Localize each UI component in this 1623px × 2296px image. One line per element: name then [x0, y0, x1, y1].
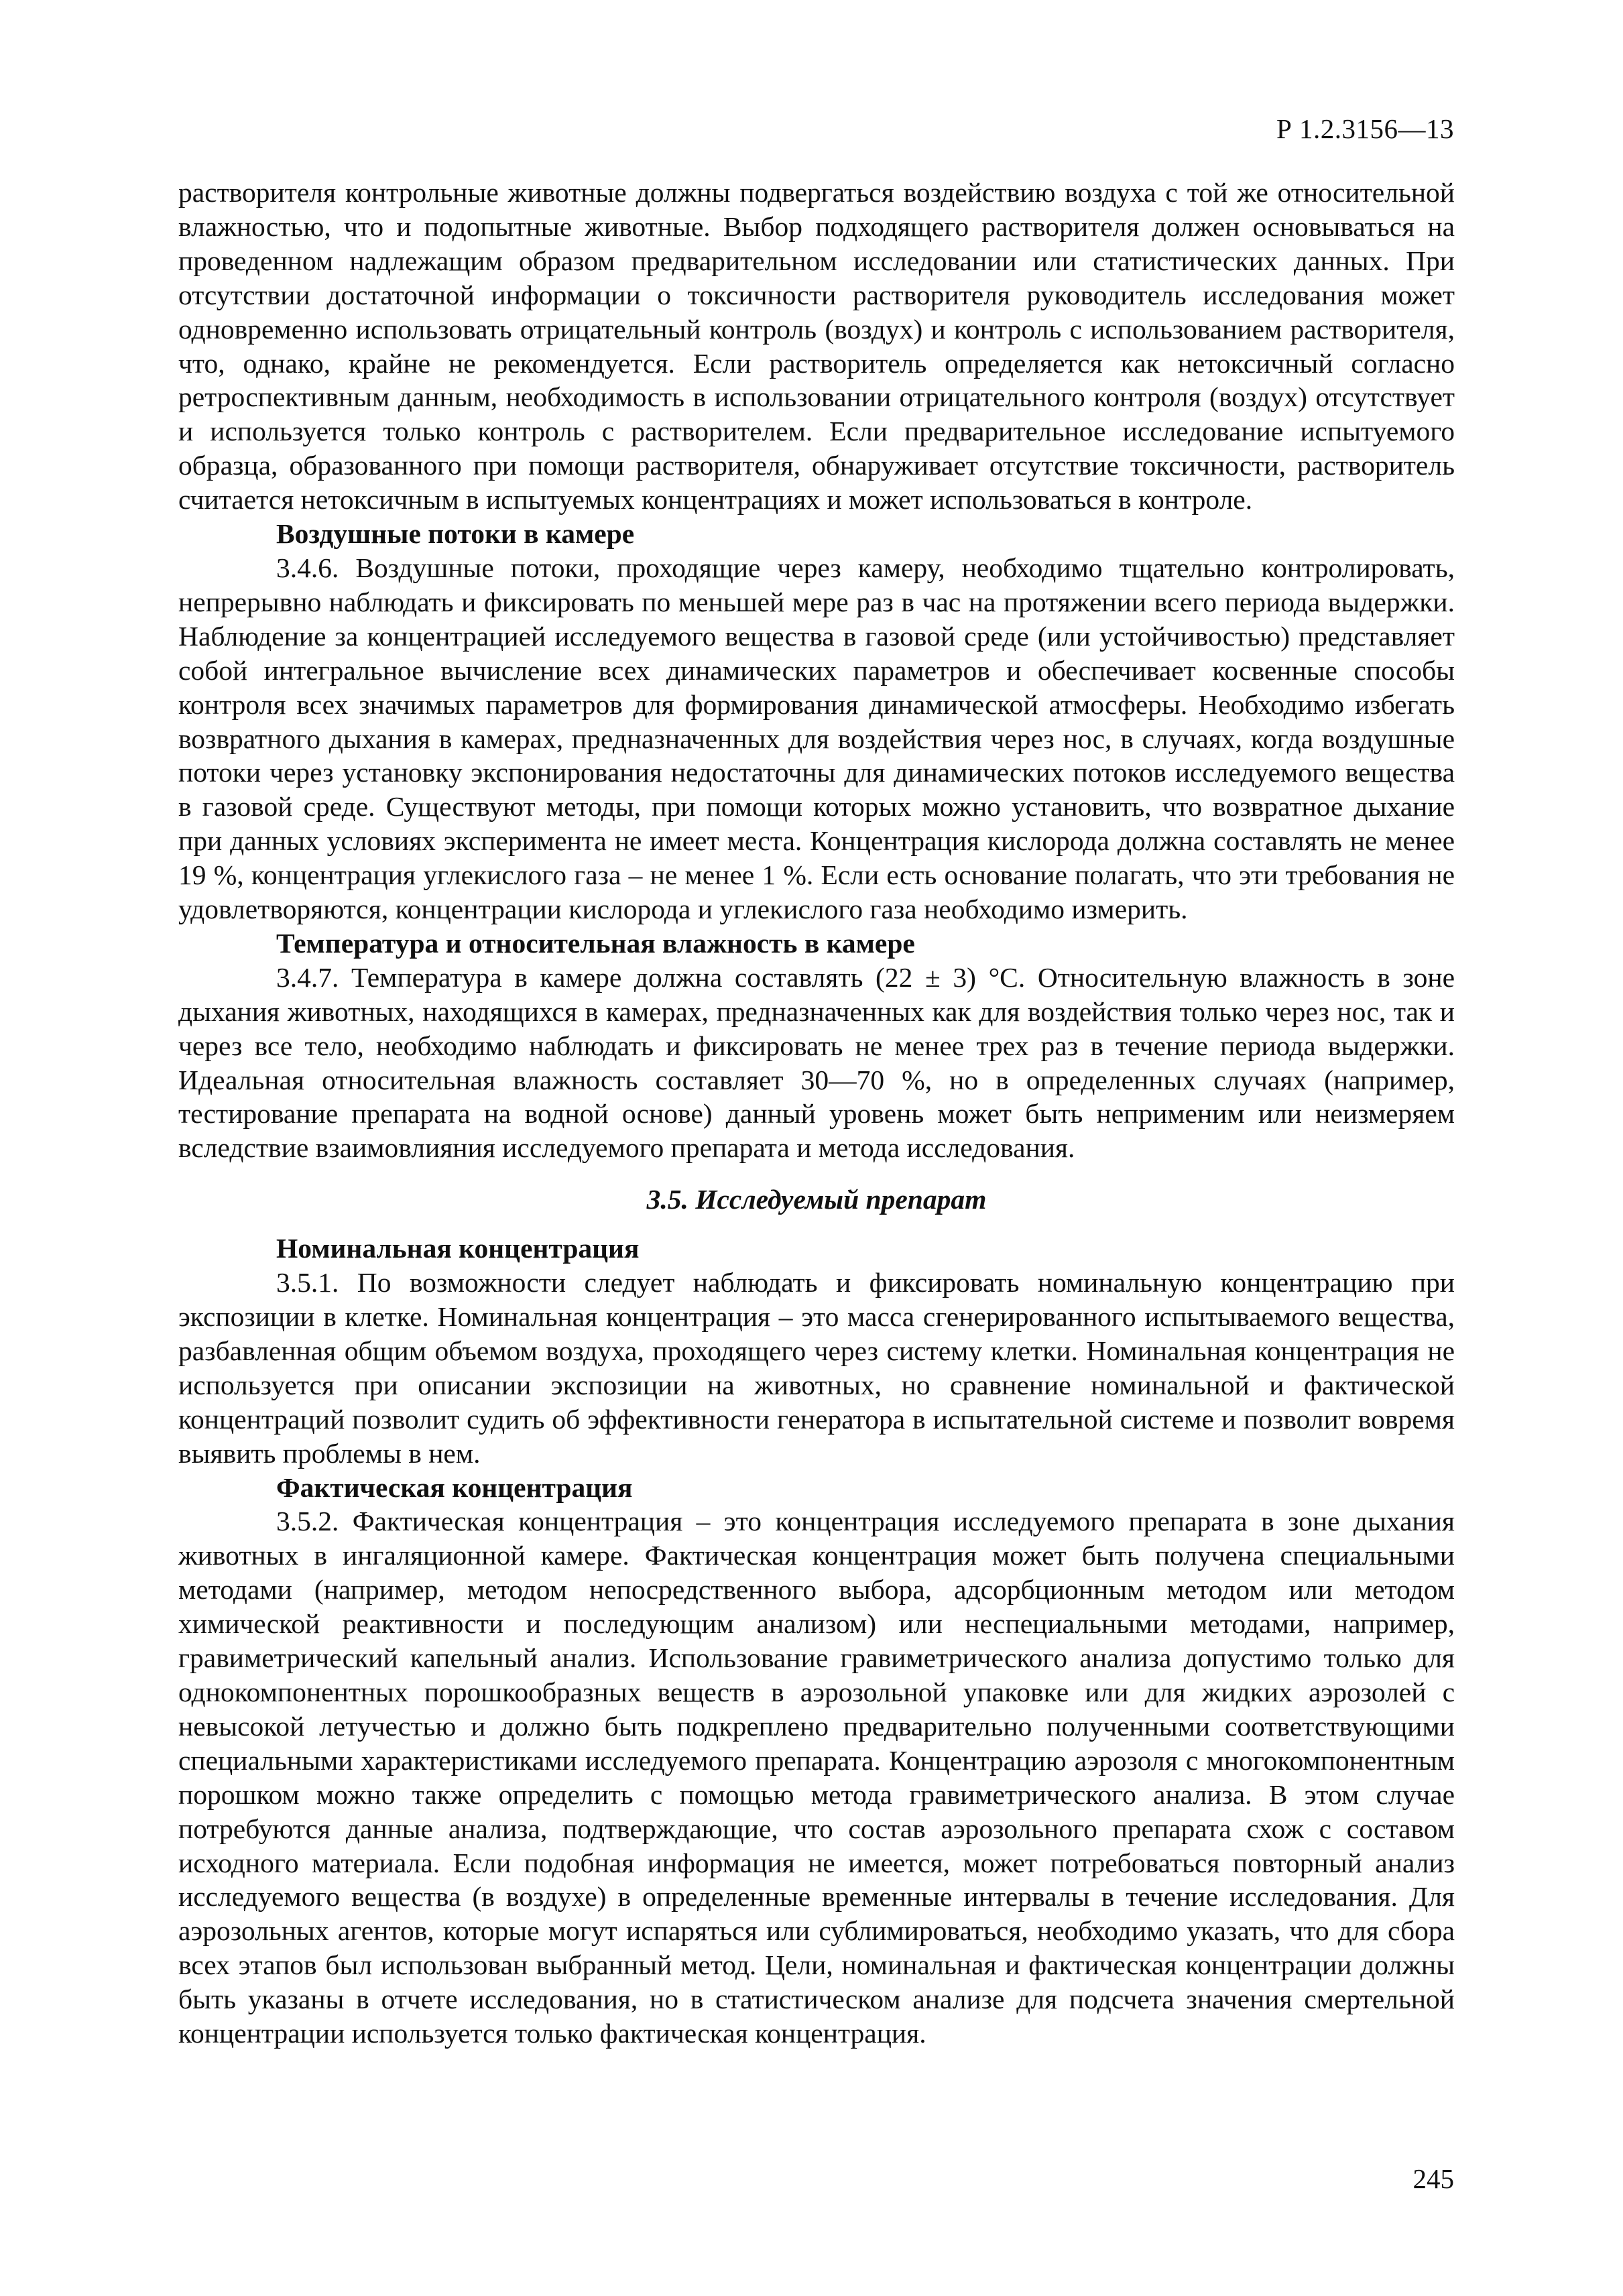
page-number: 245 — [1412, 2163, 1454, 2194]
page-header-doc-id: Р 1.2.3156—13 — [1276, 113, 1454, 144]
subheading-air-flows: Воздушные потоки в камере — [276, 518, 635, 550]
section-heading-3-5: 3.5. Исследуемый препарат — [646, 1184, 987, 1215]
subheading-actual-concentration: Фактическая концентрация — [276, 1471, 633, 1503]
subheading-temperature-humidity: Температура и относительная влажность в камере — [276, 927, 915, 959]
paragraph-solvent-continued: растворителя контрольные животные должны подвергаться воздействию воздуха с той же относительной влажностью, что и подопытные животные. Выбор подходящего растворителя должен основываться на проведенном надлежащим образом предварительном исследовании или статистических данных. При отсутствии достаточной информации о токсичности растворителя руководитель исследования может одновременно использовать отрицательный контроль (воздух) и контроль с использованием растворителя, что, однако, крайне не рекомендуется. Если растворитель определяется как нетоксичный согласно ретроспективным данным, необходимость в использовании отрицательного контроля (воздух) отсутствует и используется только контроль с растворителем. Если предварительное исследование испытуемого образца, образованного при помощи растворителя, обнаруживает отсутствие токсичности, растворитель считается нетоксичным в испытуемых концентрациях и может использоваться в контроле. — [178, 177, 1455, 516]
paragraph-3-4-6: 3.4.6. Воздушные потоки, проходящие через камеру, необходимо тщательно контролировать, непрерывно наблюдать и фиксировать по меньшей мере раз в час на протяжении всего периода выдержки. Наблюдение за концентрацией исследуемого вещества в газовой среде (или устойчивостью) представляет собой интегральное вычисление всех динамических параметров и обеспечивает косвенные способы контроля всех значимых параметров для формирования динамической атмосферы. Необходимо избегать возвратного дыхания в камерах, предназначенных для воздействия через нос, в случаях, когда воздушные потоки через установку экспонирования недостаточны для динамических потоков исследуемого вещества в газовой среде. Существуют методы, при помощи которых можно установить, что возвратное дыхание при данных условиях эксперимента не имеет места. Концентрация кислорода должна составлять не менее 19 %, концентрация углекислого газа – не менее 1 %. Если есть основание полагать, что эти требования не удовлетворяются, концентрации кислорода и углекислого газа необходимо измерить. — [178, 552, 1455, 925]
document-body — [178, 176, 1455, 2051]
paragraph-3-5-2: 3.5.2. Фактическая концентрация – это концентрация исследуемого препарата в зоне дыхания животных в ингаляционной камере. Фактическая концентрация может быть получена специальными методами (например, методом непосредственного выбора, адсорбционным методом или методом химической реактивности и последующим анализом) или неспециальными методами, например, гравиметрический капельный анализ. Использование гравиметрического анализа допустимо только для однокомпонентных порошкообразных веществ в аэрозольной упаковке или для жидких аэрозолей с невысокой летучестью и должно быть подкреплено предварительно полученными соответствующими специальными характеристиками исследуемого препарата. Концентрацию аэрозоля с многокомпонентным порошком можно также определить с помощью метода гравиметрического анализа. В этом случае потребуются данные анализа, подтверждающие, что состав аэрозольного препарата схож с составом исходного материала. Если подобная информация не имеется, может потребоваться повторный анализ исследуемого вещества (в воздухе) в определенные временные интервалы в течение исследования. Для аэрозольных агентов, которые могут испаряться или сублимироваться, необходимо указать, что для сбора всех этапов был использован выбранный метод. Цели, номинальная и фактическая концентрации должны быть указаны в отчете исследования, но в статистическом анализе для подсчета значения смертельной концентрации используется только фактическая концентрация. — [178, 1506, 1455, 2049]
paragraph-3-5-1: 3.5.1. По возможности следует наблюдать и фиксировать номинальную концентрацию при экспозиции в клетке. Номинальная концентрация – это масса сгенерированного испытываемого вещества, разбавленная общим объемом воздуха, проходящего через систему клетки. Номинальная концентрация не используется при описании экспозиции на животных, но сравнение номинальной и фактической концентраций позволит судить об эффективности генератора в испытательной системе и позволит вовремя выявить проблемы в нем. — [178, 1267, 1455, 1469]
paragraph-3-4-7: 3.4.7. Температура в камере должна составлять (22 ± 3) °С. Относительную влажность в зоне дыхания животных, находящихся в камерах, предназначенных как для воздействия только через нос, так и через все тело, необходимо наблюдать и фиксировать не менее трех раз в течение периода выдержки. Идеальная относительная влажность составляет 30—70 %, но в определенных случаях (например, тестирование препарата на водной основе) данный уровень может быть неприменим или неизмеряем вследствие взаимовлияния исследуемого препарата и метода исследования. — [178, 961, 1455, 1164]
subheading-nominal-concentration: Номинальная концентрация — [276, 1233, 640, 1264]
